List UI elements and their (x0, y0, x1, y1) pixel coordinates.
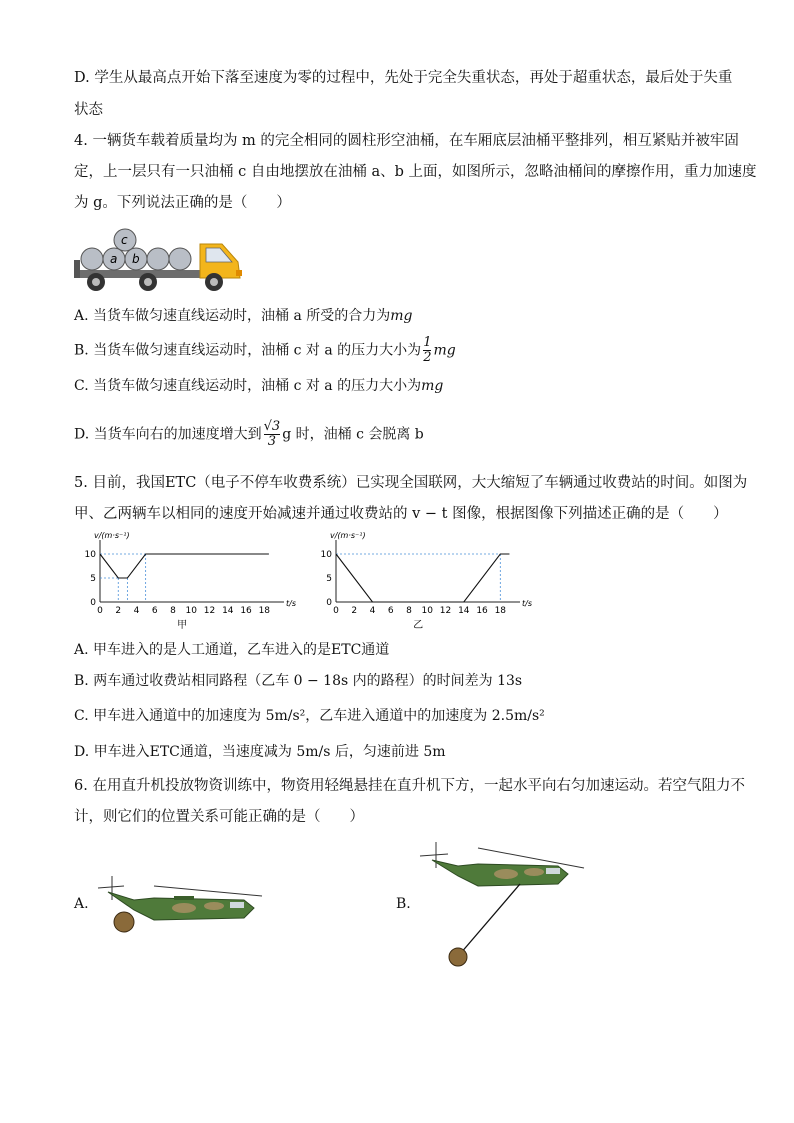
q5-option-a: A. 甲车进入的是人工通道，乙车进入的是ETC通道 (74, 642, 390, 658)
vt-chart-yi (312, 530, 548, 630)
x-tick-label: 0 (333, 606, 339, 616)
y-tick-label: 5 (90, 574, 96, 584)
chart-title: 甲 (177, 620, 188, 630)
y-tick-label: 10 (84, 550, 96, 560)
q4-option-a: A. 当货车做匀速直线运动时，油桶 a 所受的合力为mg (74, 308, 413, 324)
q4-stem-line3: 为 g。下列说法正确的是（ ） (74, 195, 291, 211)
barrel-label-c: c (121, 233, 128, 247)
x-tick-label: 12 (203, 606, 216, 616)
y-axis-label: v/(m·s⁻¹) (94, 531, 130, 540)
x-tick-label: 18 (258, 606, 271, 616)
q4-option-b: B. 当货车做匀速直线运动时，油桶 c 对 a 的压力大小为 $\frac{1}{2}$ mg (74, 335, 456, 365)
y-tick-label: 0 (90, 598, 96, 608)
q6-option-a-label: A. (74, 896, 89, 912)
x-tick-label: 6 (151, 606, 158, 616)
x-tick-label: 6 (387, 606, 394, 616)
y-axis-label: v/(m·s⁻¹) (330, 531, 366, 540)
x-tick-label: 0 (97, 606, 103, 616)
x-axis-label: t/s (522, 599, 532, 608)
barrel-label-a: a (110, 252, 118, 266)
x-tick-label: 16 (476, 606, 488, 616)
vt-chart-jia (76, 530, 306, 630)
q5-stem-line2: 甲、乙两辆车以相同的速度开始减速并通过收费站的 v − t 图像，根据图像下列描述正确的是（ ） (74, 506, 728, 522)
q4-stem-line1: 4. 一辆货车载着质量均为 m 的完全相同的圆柱形空油桶，在车厢底层油桶平整排列，相互紧贴并被牢固 (74, 133, 739, 149)
q4-option-d: D. 当货车向右的加速度增大到 $\frac{√3}{3}$ g 时，油桶 c 会脱离 b (74, 419, 424, 449)
x-tick-label: 8 (170, 606, 176, 616)
q5-option-b: B. 两车通过收费站相同路程（乙车 0 − 18s 内的路程）的时间差为 13s (74, 673, 523, 689)
q5-stem-line1: 5. 目前，我国ETC（电子不停车收费系统）已实现全国联网，大大缩短了车辆通过收费站的时间。如图为 (74, 475, 748, 491)
q4-option-c: C. 当货车做匀速直线运动时，油桶 c 对 a 的压力大小为mg (74, 378, 444, 394)
q6-stem-line2: 计，则它们的位置关系可能正确的是（ ） (74, 809, 364, 825)
x-tick-label: 14 (222, 606, 234, 616)
x-tick-label: 16 (240, 606, 252, 616)
barrel-label-b: b (132, 252, 140, 266)
x-tick-label: 4 (369, 606, 376, 616)
q3-option-d-line2: 状态 (74, 102, 103, 118)
y-tick-label: 0 (326, 598, 332, 608)
x-tick-label: 14 (458, 606, 470, 616)
x-tick-label: 12 (439, 606, 452, 616)
truck-figure (72, 226, 248, 294)
x-tick-label: 10 (421, 606, 434, 616)
q6-stem-line1: 6. 在用直升机投放物资训练中，物资用轻绳悬挂在直升机下方，一起水平向右匀加速运动。若空气阻力不 (74, 778, 745, 794)
q4-stem-line2: 定，上一层只有一只油桶 c 自由地摆放在油桶 a、b 上面，如图所示，忽略油桶间的摩擦作用，重力加速度 (74, 164, 757, 180)
x-tick-label: 2 (115, 606, 122, 616)
x-axis-label: t/s (286, 599, 296, 608)
x-tick-label: 10 (185, 606, 198, 616)
helicopter-figure-a (94, 874, 266, 938)
x-tick-label: 4 (133, 606, 140, 616)
series-line (336, 554, 509, 602)
y-tick-label: 5 (326, 574, 332, 584)
q6-option-b-label: B. (396, 896, 411, 912)
chart-title: 乙 (413, 620, 424, 630)
x-tick-label: 8 (406, 606, 412, 616)
y-tick-label: 10 (320, 550, 332, 560)
series-line (100, 554, 269, 578)
q3-option-d-line1: D. 学生从最高点开始下落至速度为零的过程中，先处于完全失重状态，再处于超重状态，最后处于失重 (74, 70, 733, 86)
x-tick-label: 18 (494, 606, 507, 616)
x-tick-label: 2 (351, 606, 358, 616)
helicopter-figure-b (418, 838, 588, 968)
q5-option-c: C. 甲车进入通道中的加速度为 5m/s²，乙车进入通道中的加速度为 2.5m/s² (74, 708, 545, 724)
q5-option-d: D. 甲车进入ETC通道，当速度减为 5m/s 后，匀速前进 5m (74, 744, 446, 760)
